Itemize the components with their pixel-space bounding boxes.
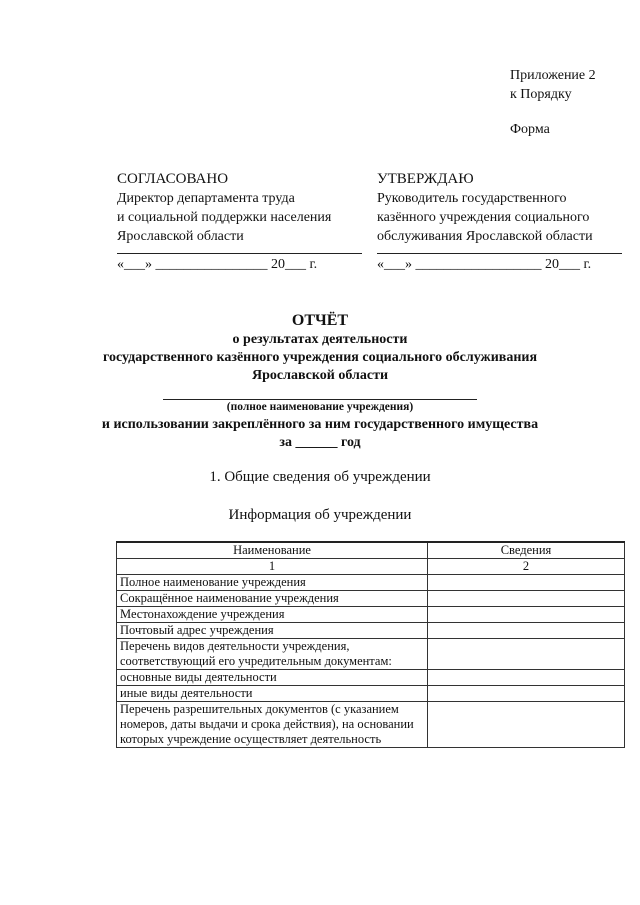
institution-name-line xyxy=(163,399,477,400)
row-label-line: Перечень видов деятельности учреждения, xyxy=(120,639,350,653)
agreed-date: «___» ________________ 20___ г. xyxy=(117,257,318,272)
table-row xyxy=(117,670,625,686)
table-row xyxy=(117,575,625,591)
row-value xyxy=(428,686,625,702)
table-row xyxy=(117,607,625,623)
approve-line-3: обслуживания Ярославской области xyxy=(377,229,593,244)
report-subtitle-3: Ярославской области xyxy=(251,368,389,383)
row-value xyxy=(428,639,625,670)
institution-name-caption: (полное наименование учреждения) xyxy=(226,401,414,413)
row-value xyxy=(428,670,625,686)
table-number-row xyxy=(117,559,625,575)
table-row xyxy=(117,623,625,639)
row-value xyxy=(428,623,625,639)
approve-line-1: Руководитель государственного xyxy=(377,191,567,206)
approve-date: «___» __________________ 20___ г. xyxy=(377,257,592,272)
agreed-heading: СОГЛАСОВАНО xyxy=(117,171,229,187)
report-subtitle-2: государственного казённого учреждения социального обслуживания xyxy=(102,350,538,365)
row-value xyxy=(428,607,625,623)
appendix-line-2: к Порядку xyxy=(510,87,572,102)
row-label xyxy=(117,639,428,670)
column-number-2: 2 xyxy=(428,559,625,575)
row-label: Почтовый адрес учреждения xyxy=(117,623,428,639)
row-label: Сокращённое наименование учреждения xyxy=(117,591,428,607)
report-subtitle-1: о результатах деятельности xyxy=(232,332,408,347)
form-label: Форма xyxy=(510,122,550,137)
appendix-line-1: Приложение 2 xyxy=(510,68,596,83)
agreed-line-3: Ярославской области xyxy=(117,229,244,244)
row-label-line: номеров, даты выдачи и срока действия), на основании xyxy=(120,717,414,731)
header-info: Сведения xyxy=(428,542,625,559)
table-row xyxy=(117,591,625,607)
row-label: Местонахождение учреждения xyxy=(117,607,428,623)
row-label-line: соответствующий его учредительным документам: xyxy=(120,654,392,668)
row-label: Полное наименование учреждения xyxy=(117,575,428,591)
approve-signature-line xyxy=(377,253,622,254)
report-year: за ______ год xyxy=(279,435,361,450)
agreed-signature-line xyxy=(117,253,362,254)
report-title: ОТЧЁТ xyxy=(291,312,349,329)
header-name: Наименование xyxy=(117,542,428,559)
appendix-label xyxy=(510,66,596,104)
institution-info-table xyxy=(116,541,625,748)
table-row xyxy=(117,639,625,670)
row-label-line: Перечень разрешительных документов (с указанием xyxy=(120,702,399,716)
agreed-line-2: и социальной поддержки населения xyxy=(117,210,332,225)
report-subtitle-4: и использовании закреплённого за ним государственного имущества xyxy=(101,417,539,432)
row-value xyxy=(428,591,625,607)
section-heading: 1. Общие сведения об учреждении xyxy=(209,469,431,485)
section-subheading: Информация об учреждении xyxy=(228,507,412,523)
row-label: иные виды деятельности xyxy=(117,686,428,702)
agreed-line-1: Директор департамента труда xyxy=(117,191,295,206)
table-header-row xyxy=(117,542,625,559)
row-value xyxy=(428,702,625,748)
table-row xyxy=(117,702,625,748)
column-number-1: 1 xyxy=(117,559,428,575)
row-label xyxy=(117,702,428,748)
row-label: основные виды деятельности xyxy=(117,670,428,686)
approval-block-approve xyxy=(377,169,622,273)
approve-line-2: казённого учреждения социального xyxy=(377,210,590,225)
approval-block-agreed xyxy=(117,169,362,273)
row-value xyxy=(428,575,625,591)
table-row xyxy=(117,686,625,702)
row-label-line: которых учреждение осуществляет деятельность xyxy=(120,732,382,746)
approve-heading: УТВЕРЖДАЮ xyxy=(377,171,474,187)
